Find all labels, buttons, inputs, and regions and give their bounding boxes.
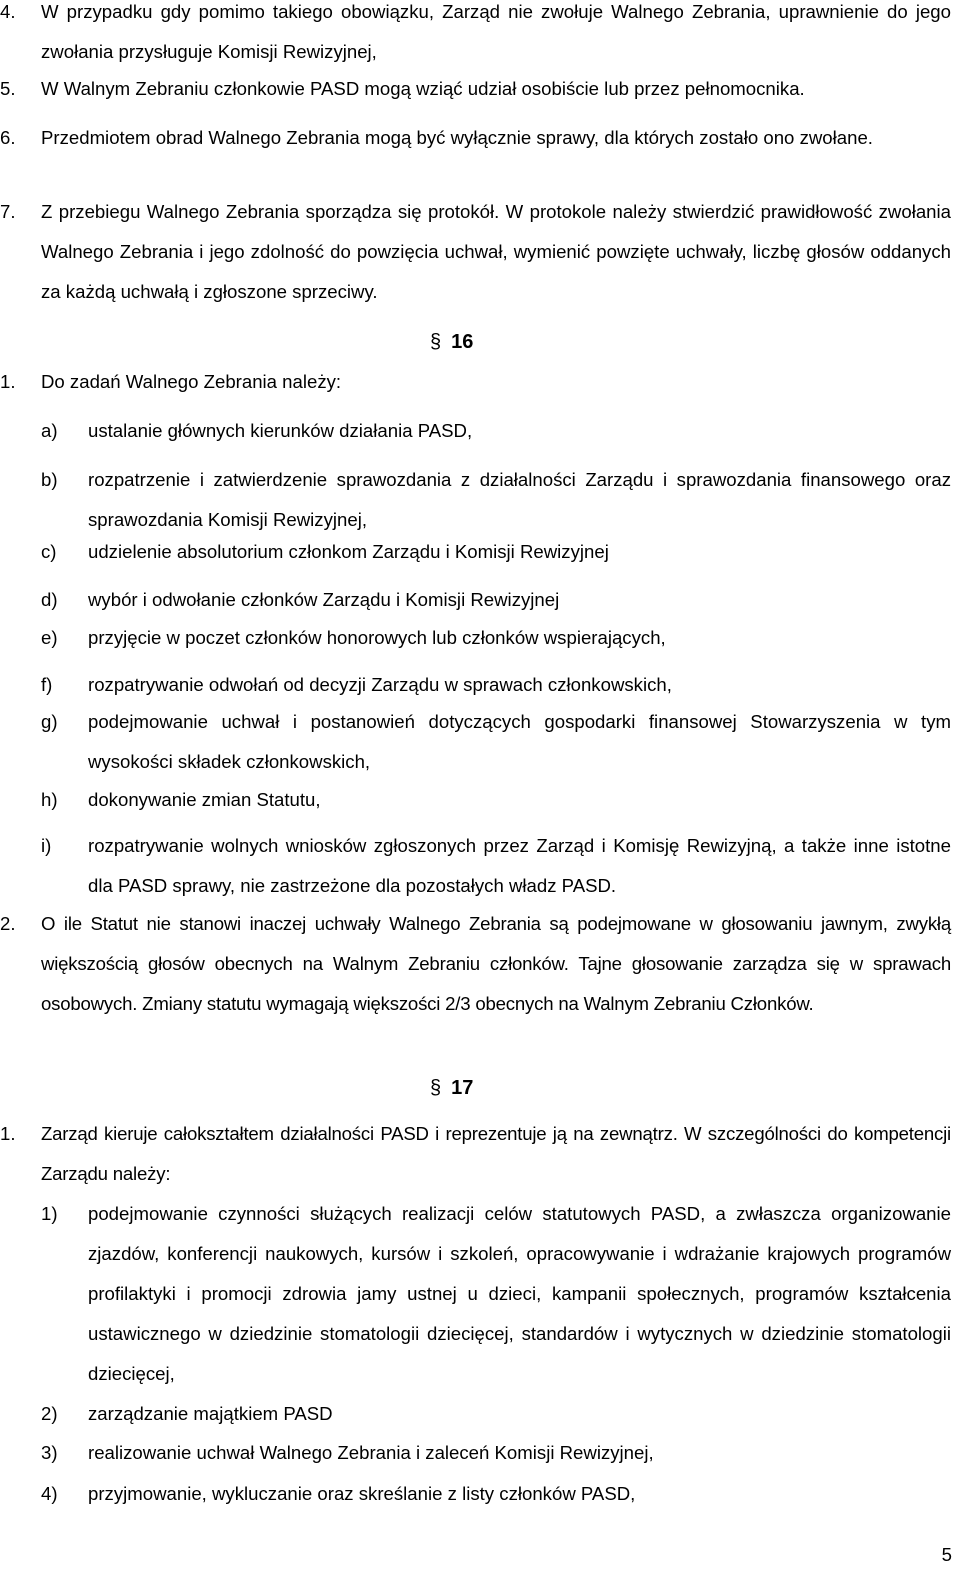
list-item <box>0 0 951 72</box>
sub-item-text: realizowanie uchwał Walnego Zebrania i zaleceń Komisji Rewizyjnej, <box>88 1442 654 1463</box>
item-text: Do zadań Walnego Zebrania należy: <box>41 371 342 392</box>
sub-item <box>41 460 951 540</box>
sub-item-text: dokonywanie zmian Statutu, <box>88 789 321 810</box>
list-item <box>0 192 951 312</box>
item-text: Z przebiegu Walnego Zebrania sporządza się protokół. W protokole należy stwierdzić prawidłowość zwołania Walnego Zebrania i jego zdolność do powzięcia uchwał, wymienić powzięte uchwały, liczbę głosów oddanych za każdą uchwałą i zgłoszone sprzeciwy. <box>41 201 951 302</box>
sub-item-label: 1) <box>41 1203 58 1224</box>
page-number: 5 <box>941 1544 952 1565</box>
sub-item-label: 3) <box>41 1442 58 1463</box>
item-number: 6. <box>0 127 16 148</box>
sub-item <box>41 618 951 658</box>
item-text: Zarząd kieruje całokształtem działalności PASD i reprezentuje ją na zewnątrz. W szczególności do kompetencji Zarządu należy: <box>41 1123 951 1184</box>
item-number: 1. <box>0 1123 16 1144</box>
section-heading-16 <box>430 322 473 362</box>
item-text: O ile Statut nie stanowi inaczej uchwały Walnego Zebrania są podejmowane w głosowaniu jawnym, zwykłą większością głosów obecnych na Walnym Zebraniu członków. Tajne głosowanie zarządza się w sprawach osobowych. Zmiany statutu wymagają większości 2/3 obecnych na Walnym Zebraniu Członków. <box>41 913 951 1014</box>
sub-item-label: f) <box>41 674 53 695</box>
sub-item <box>41 1394 951 1434</box>
sub-item-text: przyjmowanie, wykluczanie oraz skreślanie z listy członków PASD, <box>88 1483 636 1504</box>
sub-item-label: e) <box>41 627 58 648</box>
sub-item-label: i) <box>41 835 52 856</box>
section-number: 16 <box>451 331 474 353</box>
list-item <box>0 904 951 1024</box>
sub-item-label: g) <box>41 711 58 732</box>
sub-item-text: rozpatrywanie odwołań od decyzji Zarządu w sprawach członkowskich, <box>88 674 672 695</box>
sub-item <box>41 702 951 782</box>
sub-item-label: d) <box>41 589 58 610</box>
sub-item <box>41 1474 951 1514</box>
section-symbol: § <box>430 331 442 353</box>
item-number: 2. <box>0 913 16 934</box>
section-heading-17 <box>430 1068 473 1108</box>
sub-item <box>41 532 951 572</box>
sub-item <box>41 1433 951 1473</box>
sub-item-label: c) <box>41 541 57 562</box>
sub-item-text: wybór i odwołanie członków Zarządu i Komisji Rewizyjnej <box>88 589 560 610</box>
sub-item-text: rozpatrzenie i zatwierdzenie sprawozdania z działalności Zarządu i sprawozdania finansowego oraz sprawozdania Komisji Rewizyjnej, <box>88 469 951 530</box>
sub-item <box>41 411 951 451</box>
section-number: 17 <box>451 1077 474 1099</box>
item-number: 7. <box>0 201 16 222</box>
list-item <box>0 362 951 402</box>
sub-item-label: b) <box>41 469 58 490</box>
sub-item-text: przyjęcie w poczet członków honorowych lub członków wspierających, <box>88 627 666 648</box>
sub-item-text: ustalanie głównych kierunków działania PASD, <box>88 420 473 441</box>
item-number: 5. <box>0 78 16 99</box>
list-item <box>0 1114 951 1194</box>
sub-item-text: zarządzanie majątkiem PASD <box>88 1403 333 1424</box>
sub-item <box>41 665 951 705</box>
sub-item-label: 4) <box>41 1483 58 1504</box>
sub-item-text: udzielenie absolutorium członkom Zarządu i Komisji Rewizyjnej <box>88 541 609 562</box>
sub-item-label: a) <box>41 420 58 441</box>
sub-item <box>41 780 951 820</box>
item-text: W przypadku gdy pomimo takiego obowiązku, Zarząd nie zwołuje Walnego Zebrania, uprawnienie do jego zwołania przysługuje Komisji Rewizyjnej, <box>41 1 951 62</box>
sub-item <box>41 1194 951 1394</box>
sub-item-label: h) <box>41 789 58 810</box>
item-text: Przedmiotem obrad Walnego Zebrania mogą być wyłącznie sprawy, dla których zostało ono zwołane. <box>41 127 873 148</box>
list-item <box>0 69 951 109</box>
sub-item <box>41 580 951 620</box>
section-symbol: § <box>430 1077 442 1099</box>
sub-item-label: 2) <box>41 1403 58 1424</box>
item-number: 4. <box>0 1 16 22</box>
item-text: W Walnym Zebraniu członkowie PASD mogą wziąć udział osobiście lub przez pełnomocnika. <box>41 78 805 99</box>
sub-item-text: podejmowanie czynności służących realizacji celów statutowych PASD, a zwłaszcza organizowanie zjazdów, konferencji naukowych, kursów i szkoleń, opracowywanie i wdrażanie krajowych programów profilaktyki i promocji zdrowia jamy ustnej u dzieci, kampanii społecznych, programów kształcenia ustawicznego w dziedzinie stomatologii dziecięcej, standardów i wytycznych w dziedzinie stomatologii dziecięcej, <box>88 1203 951 1384</box>
sub-item <box>41 826 951 906</box>
sub-item-text: rozpatrywanie wolnych wniosków zgłoszonych przez Zarząd i Komisję Rewizyjną, a także inne istotne dla PASD sprawy, nie zastrzeżone dla pozostałych władz PASD. <box>88 835 951 896</box>
item-number: 1. <box>0 371 16 392</box>
list-item <box>0 118 951 158</box>
sub-item-text: podejmowanie uchwał i postanowień dotyczących gospodarki finansowej Stowarzyszenia w tym wysokości składek członkowskich, <box>88 711 951 772</box>
